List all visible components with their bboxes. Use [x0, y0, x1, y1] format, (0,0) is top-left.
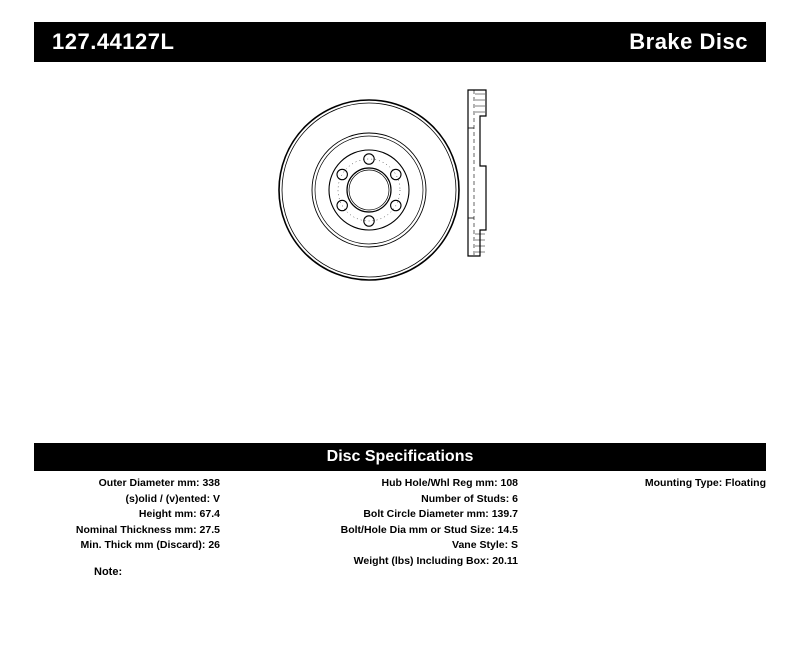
part-number: 127.44127L [52, 29, 175, 54]
spec-item: (s)olid / (v)ented: V [125, 492, 220, 505]
header-bar [34, 22, 766, 62]
spec-item: Mounting Type: Floating [644, 477, 766, 489]
spec-item: Vane Style: S [452, 539, 518, 551]
brake-rotor-front-view [279, 100, 459, 280]
spec-column-right [534, 476, 766, 492]
spec-item: Bolt/Hole Dia mm or Stud Size: 14.5 [340, 523, 518, 536]
brake-rotor-cross-section [468, 90, 486, 256]
page-title: Brake Disc [629, 29, 748, 54]
spec-item: Height mm: 67.4 [138, 508, 220, 520]
note-label: Note: [94, 566, 123, 578]
spec-item: Number of Studs: 6 [421, 492, 518, 505]
spec-column-left [34, 476, 220, 554]
disc-specifications-bar [34, 443, 766, 471]
disc-specifications-title: Disc Specifications [326, 448, 474, 465]
spec-column-middle [230, 476, 518, 569]
spec-item: Weight (lbs) Including Box: 20.11 [353, 554, 518, 567]
spec-item: Nominal Thickness mm: 27.5 [75, 523, 220, 536]
disc-specifications-body [34, 476, 766, 586]
spec-item: Outer Diameter mm: 338 [98, 477, 220, 489]
spec-item: Bolt Circle Diameter mm: 139.7 [363, 508, 518, 520]
spec-item: Min. Thick mm (Discard): 26 [80, 539, 220, 551]
product-drawing [34, 70, 766, 430]
spec-item: Hub Hole/Whl Reg mm: 108 [381, 477, 518, 489]
